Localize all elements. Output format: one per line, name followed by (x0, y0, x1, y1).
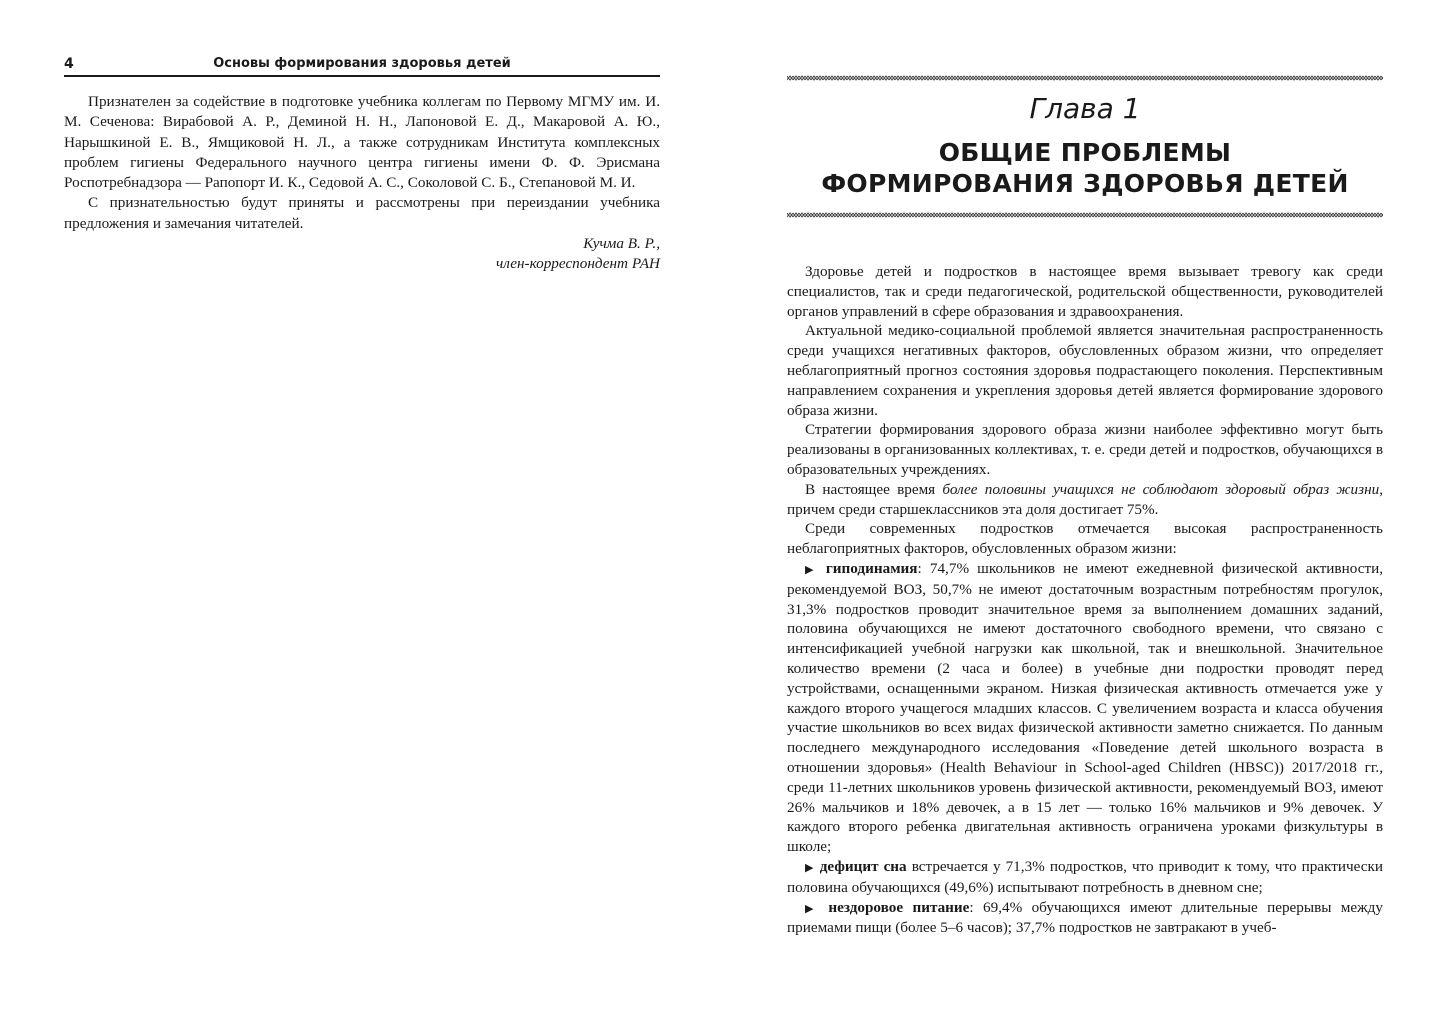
triangle-bullet-icon: ▶ (805, 562, 818, 576)
page-number: 4 (64, 56, 74, 72)
paragraph: Актуальной медико-социальной проблемой является значительная распространенность среди учащихся негативных факторов, обусловленных образом жизни, что определяет неблагоприятный прогноз состояния здоровья подрастающего поколения. Перспективным направлением сохранения и укрепления здоровья детей является формирование здорового образа жизни. (787, 322, 1383, 419)
paragraph: Здоровье детей и подростков в настоящее время вызывает тревогу как среди специалистов, так и среди педагогической, родительской общественности, руководителей органов управлений в сфере образования и здравоохранения. (787, 263, 1383, 320)
chapter-body (787, 262, 1383, 938)
paragraph: Стратегии формирования здорового образа жизни наиболее эффективно могут быть реализованы в организованных коллективах, т. е. среди детей и подростков, обучающихся в образовательных учреждениях. (787, 421, 1383, 478)
emphasis-text: более половины учащихся не соблюдают здоровый образ жизни (942, 480, 1380, 498)
bullet-text: встречается у 71,3% подростков, что приводит к тому, что практически половина обучающихся (49,6%) испытывают потребность в дневном сне; (787, 857, 1384, 896)
paragraph: Среди современных подростков отмечается высокая распространенность неблагоприятных факторов, обусловленных образом жизни: (787, 520, 1383, 558)
bullet-text: 69,4% обучающихся имеют длительные перерывы между приемами пищи (более 5–6 часов); 37,7% подростков не завтракают в учеб- (787, 898, 1383, 937)
paragraph: С признательностью будут приняты и рассмотрены при переиздании учебника предложения и замечания читателей. (64, 194, 660, 232)
running-head (64, 55, 660, 77)
paragraph: Признателен за содействие в подготовке учебника коллегам по Первому МГМУ им. И. М. Сеченова: Вирабовой А. Р., Деминой Н. Н., Лапоновой Е. Д., Макаровой А. Ю., Нарышкиной Е. В., Ямщиковой Н. Л., а также сотрудникам Института комплексных проблем гигиены Федерального научного центра гигиены имени Ф. Ф. Эрисмана Роспотребнадзора — Рапопорт И. К., Седовой А. С., Соколовой С. Б., Степановой М. И. (64, 93, 660, 192)
text-run: , причем среди старшеклассников эта доля достигает 75%. (787, 480, 1383, 518)
bullet-item (787, 559, 1383, 857)
acknowledgement-text (64, 92, 660, 275)
ornament-divider-top (787, 74, 1383, 82)
paragraph (787, 480, 1383, 520)
bullet-separator: : (969, 898, 983, 916)
text-run: В настоящее время (805, 480, 943, 498)
bullet-separator: : (917, 559, 930, 577)
running-title: Основы формирования здоровья детей (213, 56, 511, 71)
ornament-divider-bottom (787, 211, 1383, 219)
bullet-label: нездоровое питание (828, 898, 970, 916)
chapter-title (787, 137, 1383, 199)
chapter-title-line: ФОРМИРОВАНИЯ ЗДОРОВЬЯ ДЕТЕЙ (821, 169, 1349, 198)
triangle-bullet-icon: ▶ (805, 860, 815, 874)
bullet-label: дефицит сна (819, 857, 907, 875)
bullet-item (787, 857, 1383, 898)
chapter-label: Глава 1 (1029, 92, 1141, 125)
triangle-bullet-icon: ▶ (805, 901, 820, 915)
bullet-label: гиподинамия (825, 559, 918, 577)
bullet-text: 74,7% школьников не имеют ежедневной физической активности, рекомендуемой ВОЗ, 50,7% не имеют достаточным возрастным потребностям прогулок, 31,3% подростков проводит значительное время за выполнением домашних заданий, половина обучающихся не имеют достаточного свободного времени, что связано с интенсификацией учебной нагрузки как школьной, так и внешкольной. Значительное количество времени (2 часа и более) в учебные дни подростки проводят перед устройствами, оснащенными экраном. Низкая физическая активность отмечается уже у каждого второго учащегося младших классов. С увеличением возраста и класса обучения участие школьников во всех видах физической активности заметно снижается. По данным последнего международного исследования «Поведение детей школьного возраста в отношении здоровья» (Health Behaviour in School-aged Children (HBSC)) 2017/2018 гг., среди 11-летних школьников уровень физической активности, рекомендуемый ВОЗ, имеют 26% мальчиков и 18% девочек, а в 15 лет — только 16% мальчиков и 9% девочек. У каждого второго ребенка двигательная активность ограничена уроками физкультуры в школе; (787, 559, 1384, 856)
signature-name: Кучма В. Р., (583, 235, 660, 253)
signature-title: член-корреспондент РАН (496, 255, 660, 273)
chapter-title-line: ОБЩИЕ ПРОБЛЕМЫ (938, 138, 1232, 167)
bullet-item (787, 898, 1383, 939)
